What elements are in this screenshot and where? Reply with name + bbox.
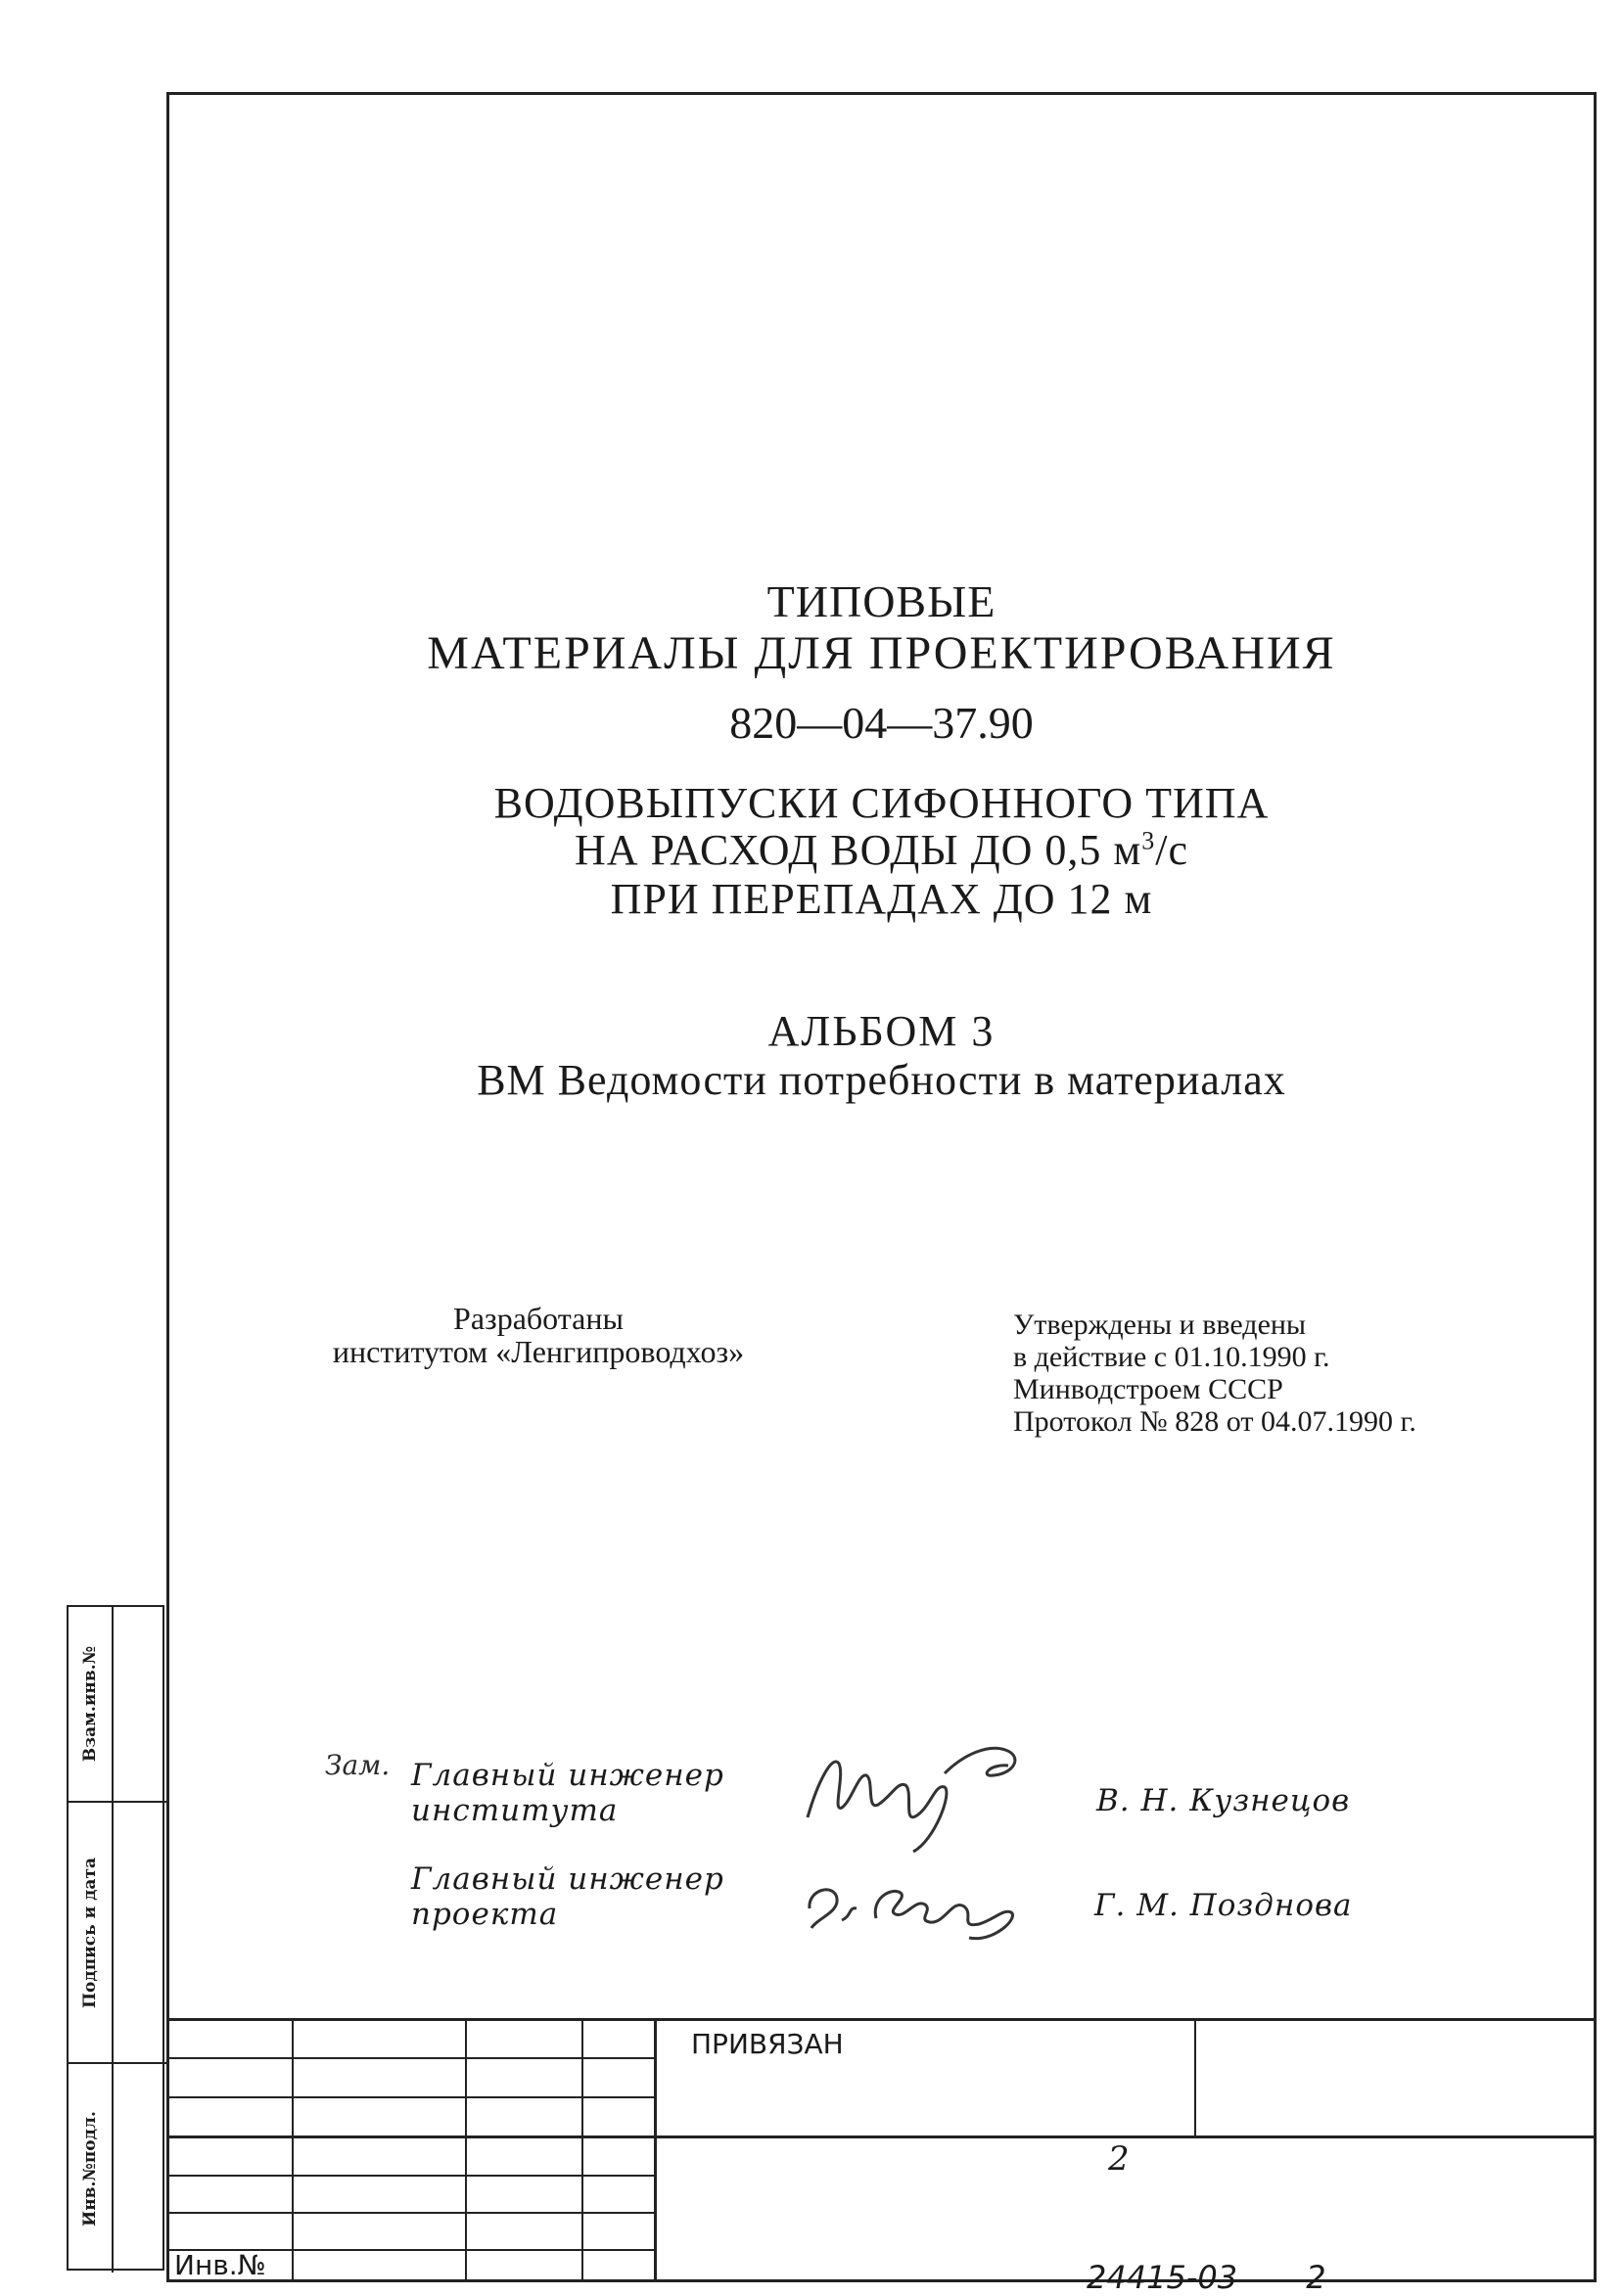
developed-block: [235, 1302, 842, 1368]
signature-role-1: [411, 1758, 724, 1828]
stamp-sheet-number: 2: [1108, 2139, 1131, 2179]
doc-code: 820—04—37.90: [729, 698, 1034, 748]
side-stamp: [67, 1605, 164, 2271]
handwritten-signature-1: [788, 1715, 1043, 1861]
developed-line1: Разработаны: [453, 1301, 624, 1336]
signature-role-2: [411, 1861, 724, 1932]
approved-line1: Утверждены и введены: [1013, 1309, 1307, 1341]
subject-line2: [166, 825, 1597, 875]
approved-line3: Минводстроем СССР: [1013, 1373, 1283, 1405]
subject-line2-sup: 3: [1141, 826, 1156, 855]
subject-line3: ПРИ ПЕРЕПАДАХ ДО 12 м: [610, 875, 1153, 923]
stamp-bound-label: ПРИВЯЗАН: [691, 2028, 844, 2060]
handwritten-signature-2: [798, 1869, 1043, 1948]
signature-name-2: Г. М. Позднова: [1094, 1888, 1353, 1923]
subject-line2-suffix: /с: [1155, 826, 1189, 874]
approved-line4: Протокол № 828 от 04.07.1990 г.: [1013, 1405, 1416, 1438]
signature-role-1-line2: института: [411, 1793, 619, 1828]
footer-page: 2: [1306, 2259, 1326, 2296]
side-label-mid: Подпись и дата: [80, 1857, 101, 2008]
footer-code: [1087, 2259, 1326, 2296]
title-stamp: [166, 2018, 1597, 2282]
page-frame: [166, 92, 1597, 2282]
developed-line2: институтом «Ленгипроводхоз»: [332, 1334, 745, 1369]
signature-role-2-line2: проекта: [411, 1897, 559, 1932]
footer-code-number: 24415-03: [1087, 2259, 1238, 2296]
album-title: АЛЬБОМ 3: [767, 1007, 996, 1055]
subject-line1: ВОДОВЫПУСКИ СИФОННОГО ТИПА: [493, 779, 1270, 827]
approved-line2: в действие с 01.10.1990 г.: [1013, 1341, 1330, 1373]
signature-prefix: Зам.: [325, 1749, 391, 1781]
signature-name-1: В. Н. Кузнецов: [1096, 1783, 1351, 1818]
side-label-top: Взам.инв.№: [80, 1645, 100, 1763]
side-label-bot: Инв.№подл.: [80, 2110, 101, 2227]
album-subtitle: ВМ Ведомости потребности в материалах: [477, 1056, 1286, 1104]
doc-title-line1: ТИПОВЫЕ: [766, 576, 996, 626]
approved-block: [1013, 1309, 1416, 1438]
signature-role-2-line1: Главный инженер: [411, 1861, 724, 1897]
signature-role-1-line1: Главный инженер: [411, 1758, 724, 1793]
stamp-inv-label: Инв.№: [174, 2249, 266, 2281]
doc-title-line2: МАТЕРИАЛЫ ДЛЯ ПРОЕКТИРОВАНИЯ: [427, 627, 1336, 679]
subject-line2-prefix: НА РАСХОД ВОДЫ ДО 0,5 м: [574, 826, 1142, 874]
